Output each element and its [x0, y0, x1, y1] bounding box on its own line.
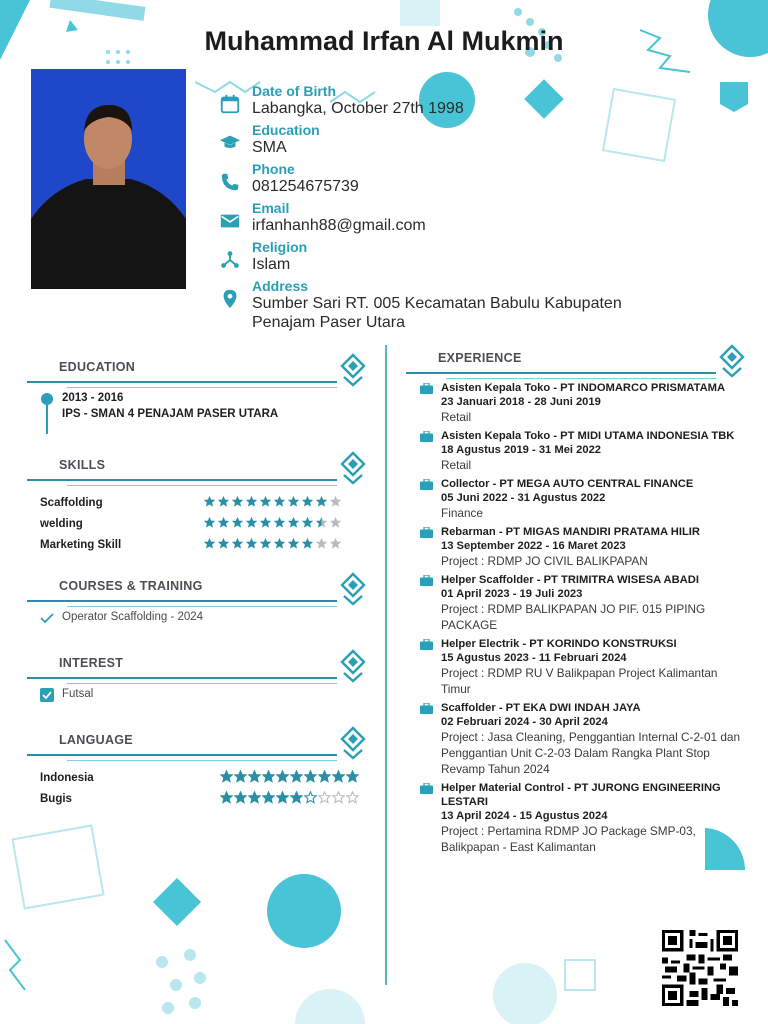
contact-email — [219, 201, 689, 235]
section-rule — [27, 600, 337, 602]
star-empty-icon — [346, 791, 359, 804]
profile-photo — [31, 69, 186, 289]
checkmark-icon — [40, 612, 54, 624]
star-filled-icon — [262, 770, 275, 783]
section-interest-header — [27, 649, 367, 689]
job-dates: 23 Januari 2018 - 28 Juni 2019 — [441, 396, 601, 408]
star-filled-icon — [248, 791, 261, 804]
star-filled-icon — [248, 770, 261, 783]
section-language-header — [27, 726, 367, 766]
section-rule-thin — [67, 485, 337, 486]
contact-label: Religion — [252, 239, 308, 255]
experience-item — [420, 381, 750, 425]
star-filled-icon — [290, 791, 303, 804]
qr-code — [662, 930, 738, 1006]
section-rule-thin — [67, 387, 337, 388]
job-title: Helper Electrik - PT KORINDO KONSTRUKSI — [441, 638, 677, 650]
section-rule-thin — [67, 760, 337, 761]
briefcase-icon — [420, 431, 433, 442]
section-rule-thin — [67, 683, 337, 684]
section-ornament-icon — [719, 344, 745, 378]
star-filled-icon — [231, 537, 244, 550]
job-title: Scaffolder - PT EKA DWI INDAH JAYA — [441, 702, 641, 714]
star-filled-icon — [231, 516, 244, 529]
star-filled-icon — [259, 537, 272, 550]
skill-rating — [203, 537, 342, 550]
section-education-header — [27, 353, 367, 393]
star-filled-icon — [301, 516, 314, 529]
star-filled-icon — [259, 495, 272, 508]
job-description: Finance — [441, 506, 483, 520]
calendar-icon — [219, 93, 241, 115]
section-title: SKILLS — [59, 458, 106, 472]
star-filled-icon — [273, 516, 286, 529]
job-title: Helper Scaffolder - PT TRIMITRA WISESA ABADI — [441, 574, 699, 586]
timeline-marker-icon — [38, 392, 56, 434]
skill-name: Scaffolding — [40, 497, 103, 509]
section-rule-thin — [67, 606, 337, 607]
skill-name: welding — [40, 518, 83, 530]
star-filled-icon — [318, 770, 331, 783]
section-ornament-icon — [340, 353, 366, 387]
contact-details — [219, 84, 689, 337]
star-half-icon — [315, 516, 328, 529]
star-filled-icon — [234, 791, 247, 804]
section-rule-thin — [446, 378, 716, 379]
star-filled-icon — [245, 495, 258, 508]
briefcase-icon — [420, 383, 433, 394]
column-divider — [385, 345, 387, 985]
language-name: Indonesia — [40, 772, 94, 784]
skill-row — [40, 537, 370, 555]
briefcase-icon — [420, 479, 433, 490]
language-row — [40, 791, 370, 809]
job-dates: 13 September 2022 - 16 Maret 2023 — [441, 540, 626, 552]
section-title: INTEREST — [59, 656, 124, 670]
section-ornament-icon — [340, 572, 366, 606]
briefcase-icon — [420, 527, 433, 538]
star-filled-icon — [287, 495, 300, 508]
job-description: Project : Pertamina RDMP JO Package SMP-03, Balikpapan - East Kalimantan — [441, 824, 696, 854]
star-filled-icon — [220, 791, 233, 804]
phone-icon — [219, 171, 241, 193]
experience-item — [420, 573, 750, 633]
star-filled-icon — [262, 791, 275, 804]
job-title: Rebarman - PT MIGAS MANDIRI PRATAMA HILIR — [441, 526, 700, 538]
briefcase-icon — [420, 639, 433, 650]
star-filled-icon — [203, 537, 216, 550]
job-dates: 18 Agustus 2019 - 31 Mei 2022 — [441, 444, 602, 456]
star-filled-icon — [203, 495, 216, 508]
section-skills-header — [27, 451, 367, 491]
contact-label: Phone — [252, 161, 295, 177]
contact-value: SMA — [252, 139, 287, 156]
star-filled-icon — [287, 537, 300, 550]
star-empty-icon — [329, 537, 342, 550]
job-dates: 05 Juni 2022 - 31 Agustus 2022 — [441, 492, 606, 504]
contact-religion — [219, 240, 689, 274]
star-empty-icon — [329, 516, 342, 529]
experience-item — [420, 781, 750, 855]
section-title: EXPERIENCE — [438, 351, 522, 365]
job-title: Helper Material Control - PT JURONG ENGINEERING LESTARI — [441, 782, 721, 808]
section-rule — [27, 677, 337, 679]
contact-education — [219, 123, 689, 157]
religion-icon — [219, 249, 241, 271]
section-courses-header — [27, 572, 367, 612]
star-filled-icon — [245, 516, 258, 529]
experience-item — [420, 429, 750, 473]
job-title: Asisten Kepala Toko - PT MIDI UTAMA INDONESIA TBK — [441, 430, 735, 442]
experience-item — [420, 477, 750, 521]
star-empty-icon — [315, 537, 328, 550]
experience-item — [420, 637, 750, 697]
star-empty-icon — [318, 791, 331, 804]
star-filled-icon — [217, 516, 230, 529]
star-empty-icon — [332, 791, 345, 804]
experience-list — [420, 381, 750, 859]
course-item: Operator Scaffolding - 2024 — [62, 611, 204, 623]
star-filled-icon — [301, 537, 314, 550]
contact-label: Education — [252, 122, 320, 138]
section-rule — [406, 372, 716, 374]
section-experience-header — [406, 344, 746, 384]
section-rule — [27, 479, 337, 481]
contact-value: Sumber Sari RT. 005 Kecamatan Babulu Kabupaten Penajam Paser Utara — [252, 295, 622, 331]
star-half-icon — [304, 791, 317, 804]
section-title: EDUCATION — [59, 360, 136, 374]
star-filled-icon — [346, 770, 359, 783]
job-description: Retail — [441, 458, 472, 472]
contact-value: Labangka, October 27th 1998 — [252, 100, 464, 117]
star-filled-icon — [332, 770, 345, 783]
star-filled-icon — [315, 495, 328, 508]
job-dates: 02 Februari 2024 - 30 April 2024 — [441, 716, 608, 728]
star-filled-icon — [276, 791, 289, 804]
star-filled-icon — [290, 770, 303, 783]
star-filled-icon — [273, 537, 286, 550]
section-ornament-icon — [340, 451, 366, 485]
language-rating — [220, 791, 359, 804]
job-dates: 01 April 2023 - 19 Juli 2023 — [441, 588, 583, 600]
star-filled-icon — [304, 770, 317, 783]
star-filled-icon — [231, 495, 244, 508]
briefcase-icon — [420, 783, 433, 794]
skill-name: Marketing Skill — [40, 539, 122, 551]
language-row — [40, 770, 370, 788]
contact-value: 081254675739 — [252, 178, 359, 195]
star-filled-icon — [259, 516, 272, 529]
job-description: Retail — [441, 410, 472, 424]
skill-row — [40, 495, 370, 513]
location-pin-icon — [219, 288, 241, 310]
star-filled-icon — [217, 537, 230, 550]
section-title: LANGUAGE — [59, 733, 133, 747]
section-title: COURSES & TRAINING — [59, 579, 203, 593]
experience-item — [420, 525, 750, 569]
language-rating — [220, 770, 359, 783]
job-dates: 13 April 2024 - 15 Agustus 2024 — [441, 810, 608, 822]
job-description: Project : RDMP BALIKPAPAN JO PIF. 015 PIPING PACKAGE — [441, 602, 706, 632]
job-description: Project : Jasa Cleaning, Penggantian Internal C-2-01 dan Penggantian Unit C-2-03 Dalam Rangka Plant Stop Revamp Tahun 2024 — [441, 730, 741, 776]
education-years: 2013 - 2016 — [62, 392, 124, 404]
skill-rating — [203, 516, 342, 529]
star-empty-icon — [329, 495, 342, 508]
skill-row — [40, 516, 370, 534]
job-dates: 15 Agustus 2023 - 11 Februari 2024 — [441, 652, 627, 664]
star-filled-icon — [273, 495, 286, 508]
contact-address — [219, 279, 689, 332]
star-filled-icon — [234, 770, 247, 783]
contact-value: Islam — [252, 256, 291, 273]
star-filled-icon — [245, 537, 258, 550]
contact-label: Email — [252, 200, 290, 216]
job-description: Project : RDMP JO CIVIL BALIKPAPAN — [441, 554, 648, 568]
star-filled-icon — [203, 516, 216, 529]
star-filled-icon — [220, 770, 233, 783]
resume-name: Muhammad Irfan Al Mukmin — [204, 26, 564, 56]
contact-phone — [219, 162, 689, 196]
contact-label: Address — [252, 278, 309, 294]
job-title: Asisten Kepala Toko - PT INDOMARCO PRISMATAMA — [441, 382, 726, 394]
contact-date-of-birth — [219, 84, 689, 118]
skill-rating — [203, 495, 342, 508]
graduation-cap-icon — [219, 132, 241, 154]
briefcase-icon — [420, 575, 433, 586]
section-rule — [27, 381, 337, 383]
education-school: IPS - SMAN 4 PENAJAM PASER UTARA — [62, 408, 279, 420]
contact-label: Date of Birth — [252, 83, 336, 99]
interest-item: Futsal — [62, 688, 94, 700]
checkbox-checked-icon — [40, 688, 54, 702]
contact-value: irfanhanh88@gmail.com — [252, 217, 426, 234]
star-filled-icon — [301, 495, 314, 508]
section-ornament-icon — [340, 726, 366, 760]
section-rule — [27, 754, 337, 756]
section-ornament-icon — [340, 649, 366, 683]
star-filled-icon — [217, 495, 230, 508]
star-filled-icon — [287, 516, 300, 529]
star-filled-icon — [276, 770, 289, 783]
job-description: Project : RDMP RU V Balikpapan Project Kalimantan Timur — [441, 666, 718, 696]
language-name: Bugis — [40, 793, 72, 805]
briefcase-icon — [420, 703, 433, 714]
email-icon — [219, 210, 241, 232]
experience-item — [420, 701, 750, 777]
job-title: Collector - PT MEGA AUTO CENTRAL FINANCE — [441, 478, 694, 490]
